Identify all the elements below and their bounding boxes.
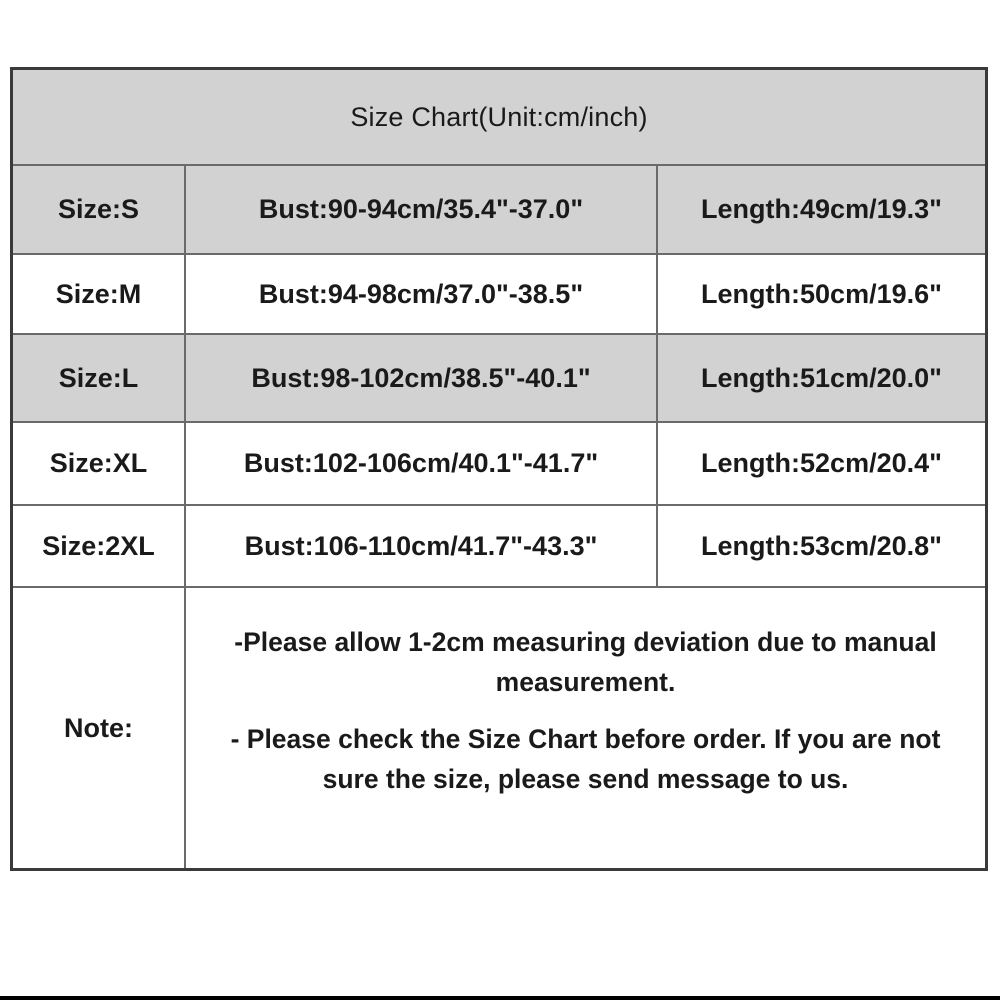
bust-cell: Bust:94-98cm/37.0"-38.5" — [186, 255, 658, 333]
length-cell: Length:52cm/20.4" — [701, 448, 942, 478]
length-cell: Length:51cm/20.0" — [701, 362, 942, 393]
length-cell: Length:53cm/20.8" — [701, 530, 942, 561]
table-row — [13, 506, 985, 588]
note-label: Note: — [13, 588, 186, 868]
note-text — [186, 588, 985, 868]
table-row — [13, 335, 985, 423]
bottom-border — [0, 996, 1000, 1000]
size-chart-title: Size Chart(Unit:cm/inch) — [350, 101, 648, 132]
note-line-deviation: -Please allow 1-2cm measuring deviation due to manual measurement. — [234, 627, 937, 697]
length-cell: Length:50cm/19.6" — [701, 278, 942, 309]
bust-cell: Bust:90-94cm/35.4"-37.0" — [186, 166, 658, 253]
length-cell: Length:49cm/19.3" — [701, 194, 942, 224]
table-row — [13, 255, 985, 335]
title-row — [13, 70, 985, 166]
size-cell: Size:S — [13, 166, 186, 253]
size-cell: Size:XL — [13, 423, 186, 504]
table-row — [13, 166, 985, 255]
note-row — [13, 588, 985, 868]
table-row — [13, 423, 985, 506]
note-line-check-chart: - Please check the Size Chart before order. If you are not sure the size, please send message to us. — [230, 724, 941, 794]
size-cell: Size:L — [13, 335, 186, 421]
bust-cell: Bust:98-102cm/38.5"-40.1" — [186, 335, 658, 421]
size-chart-table — [10, 67, 988, 871]
bust-cell: Bust:106-110cm/41.7"-43.3" — [186, 506, 658, 586]
size-cell: Size:M — [13, 255, 186, 333]
bust-cell: Bust:102-106cm/40.1"-41.7" — [186, 423, 658, 504]
size-cell: Size:2XL — [13, 506, 186, 586]
